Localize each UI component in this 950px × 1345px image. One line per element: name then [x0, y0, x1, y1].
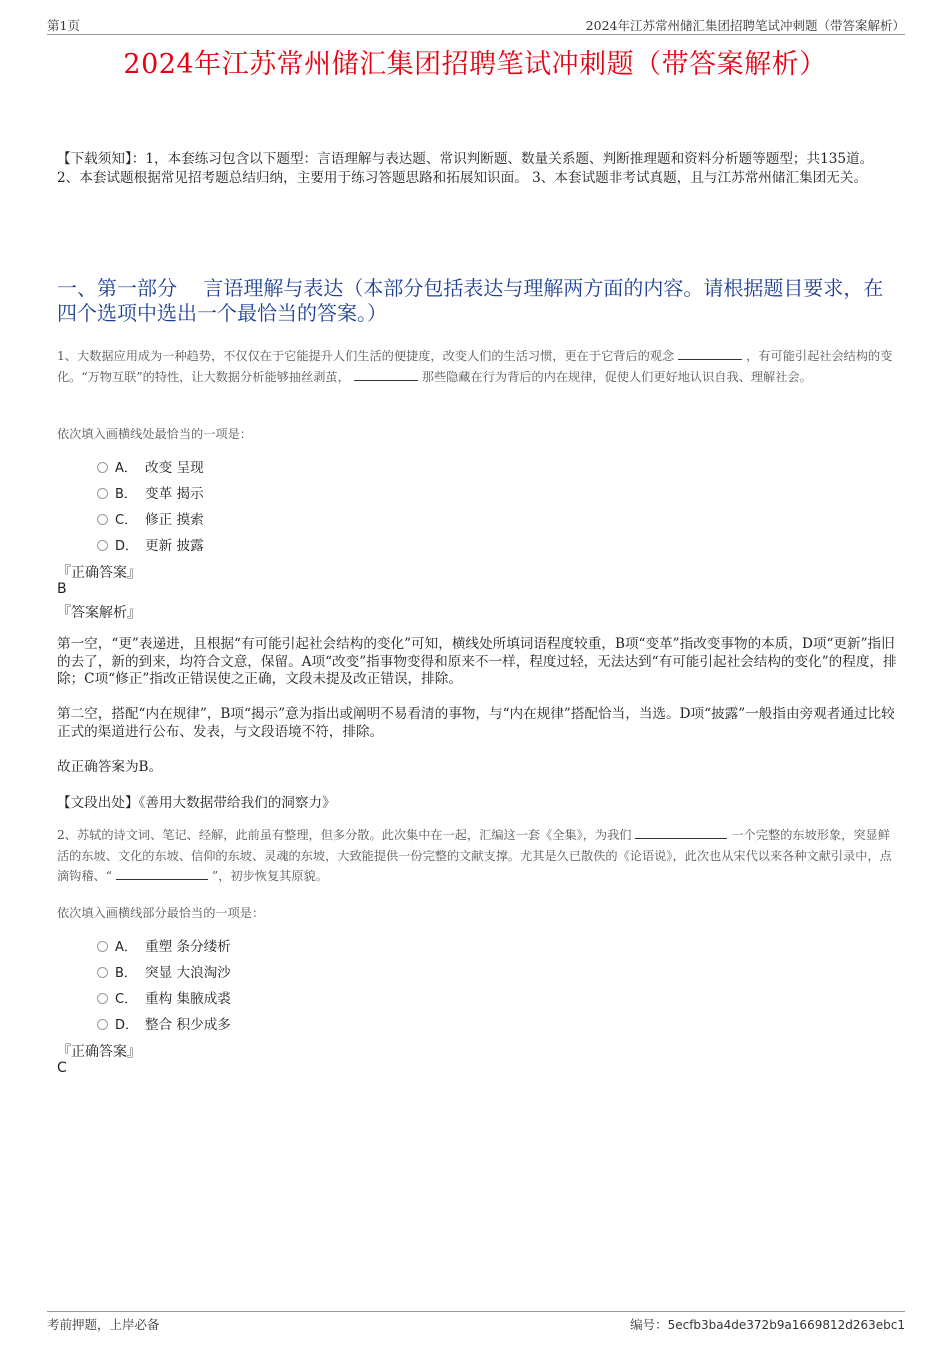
radio-icon[interactable]	[97, 941, 108, 952]
q1-source: 【文段出处】《善用大数据带给我们的洞察力》	[57, 795, 336, 811]
option-letter: D．	[115, 1018, 139, 1033]
option-text: 重构 集腋成裘	[145, 991, 231, 1007]
option-text: 突显 大浪淘沙	[145, 965, 231, 981]
section-heading: 一、第一部分 言语理解与表达（本部分包括表达与理解两方面的内容。请根据题目要求，在四个选项中选出一个最恰当的答案。）	[57, 276, 884, 325]
option-text: 更新 披露	[145, 538, 204, 554]
option-letter: B．	[115, 966, 137, 981]
option-text: 整合 积少成多	[145, 1017, 231, 1033]
page-footer	[47, 1311, 905, 1334]
q2-part1: 2、苏轼的诗文词、笔记、经解，此前虽有整理，但多分散。此次集中在一起，汇编这一套《全集》，为我们	[57, 828, 632, 842]
q1-option-a[interactable]	[97, 456, 204, 476]
question-2-prompt: 依次填入画横线部分最恰当的一项是：	[57, 906, 265, 920]
q1-analysis-label: 『答案解析』	[57, 605, 141, 621]
q1-analysis-paragraph: 第二空，搭配“内在规律”，B项“揭示”意为指出或阐明不易看清的事物，与“内在规律”搭配恰当，当选。D项“披露”一般指由旁观者通过比较正式的渠道进行公布、发表，与文段语境不符，排除。	[57, 706, 895, 740]
radio-icon[interactable]	[97, 540, 108, 551]
q2-part3: ”，初步恢复其原貌。	[211, 869, 328, 883]
page-header	[47, 14, 905, 35]
option-letter: C．	[115, 992, 138, 1007]
q2-option-a[interactable]	[97, 935, 231, 955]
q1-blank-2	[354, 367, 418, 381]
footer-code-label: 编号：	[630, 1317, 668, 1332]
q1-part1: 1、大数据应用成为一种趋势，不仅仅在于它能提升人们生活的便捷度，改变人们的生活习惯，更在于它背后的观念	[57, 349, 675, 363]
radio-icon[interactable]	[97, 514, 108, 525]
footer-slogan: 考前押题，上岸必备	[47, 1317, 160, 1332]
q1-option-d[interactable]	[97, 534, 204, 554]
document-title: 2024年江苏常州储汇集团招聘笔试冲刺题（带答案解析）	[123, 49, 827, 80]
radio-icon[interactable]	[97, 967, 108, 978]
radio-icon[interactable]	[97, 462, 108, 473]
option-letter: A．	[115, 461, 137, 476]
header-doc-title: 2024年江苏常州储汇集团招聘笔试冲刺题（带答案解析）	[585, 18, 905, 33]
option-letter: D．	[115, 539, 139, 554]
q2-answer-label: 『正确答案』	[57, 1044, 141, 1060]
q1-option-b[interactable]	[97, 482, 204, 502]
q2-blank-1	[635, 825, 727, 839]
question-2-text	[57, 825, 899, 887]
radio-icon[interactable]	[97, 993, 108, 1004]
radio-icon[interactable]	[97, 1019, 108, 1030]
q2-option-b[interactable]	[97, 961, 231, 981]
q1-option-c[interactable]	[97, 508, 204, 528]
option-text: 改变 呈现	[145, 460, 204, 476]
question-1-prompt: 依次填入画横线处最恰当的一项是：	[57, 427, 252, 441]
option-letter: A．	[115, 940, 137, 955]
page-number: 第1页	[47, 18, 80, 33]
q1-analysis-paragraph: 第一空，“更”表递进，且根据“有可能引起社会结构的变化”可知，横线处所填词语程度较重，B项“变革”指改变事物的本质，D项“更新”指旧的去了，新的到来，均符合文意，保留。A项“改变”指事物变得和原来不一样，程度过轻，无法达到“有可能引起社会结构的变化”的程度，排除；C项“修正”指改正错误使之正确，文段未提及改正错误，排除。	[57, 636, 897, 687]
q2-blank-2	[116, 866, 208, 880]
footer-code	[630, 1315, 905, 1333]
q2-part2: 一个完整的东坡形象，突显鲜活的东坡、文化的东坡、信仰的东坡、灵魂的东坡，大致能提供一份完整的文献支撑。尤其是久已散佚的《论语说》，此次也从宋代以来各种文献引录中，点滴钩稽、“	[57, 828, 892, 883]
q1-blank-1	[678, 346, 742, 360]
option-text: 重塑 条分缕析	[145, 939, 231, 955]
q1-answer-label: 『正确答案』	[57, 565, 141, 581]
q2-answer: C	[57, 1060, 67, 1076]
q1-part3: 那些隐藏在行为背后的内在规律，促使人们更好地认识自我、理解社会。	[421, 369, 812, 384]
radio-icon[interactable]	[97, 488, 108, 499]
footer-code-value: 5ecfb3ba4de372b9a1669812d263ebc1	[667, 1318, 905, 1332]
q2-option-c[interactable]	[97, 987, 231, 1007]
download-notice: 【下载须知】：1，本套练习包含以下题型：言语理解与表达题、常识判断题、数量关系题、判断推理题和资料分析题等题型；共135道。 2、本套试题根据常见招考题总结归纳，主要用于练习答题思路和拓展知识面。 3、本套试题非考试真题，且与江苏常州储汇集团无关。	[57, 151, 874, 186]
option-text: 变革 揭示	[145, 486, 204, 502]
option-letter: B．	[115, 487, 137, 502]
option-letter: C．	[115, 513, 138, 528]
q1-answer: B	[57, 581, 67, 597]
q2-option-d[interactable]	[97, 1013, 231, 1033]
option-text: 修正 摸索	[145, 512, 204, 528]
q1-analysis-conclusion: 故正确答案为B。	[57, 759, 163, 775]
q1-part2: ，有可能引起社会结构的变化。“万物互联”的特性，让大数据分析能够抽丝剥茧，	[57, 349, 893, 384]
question-1-text	[57, 346, 899, 387]
